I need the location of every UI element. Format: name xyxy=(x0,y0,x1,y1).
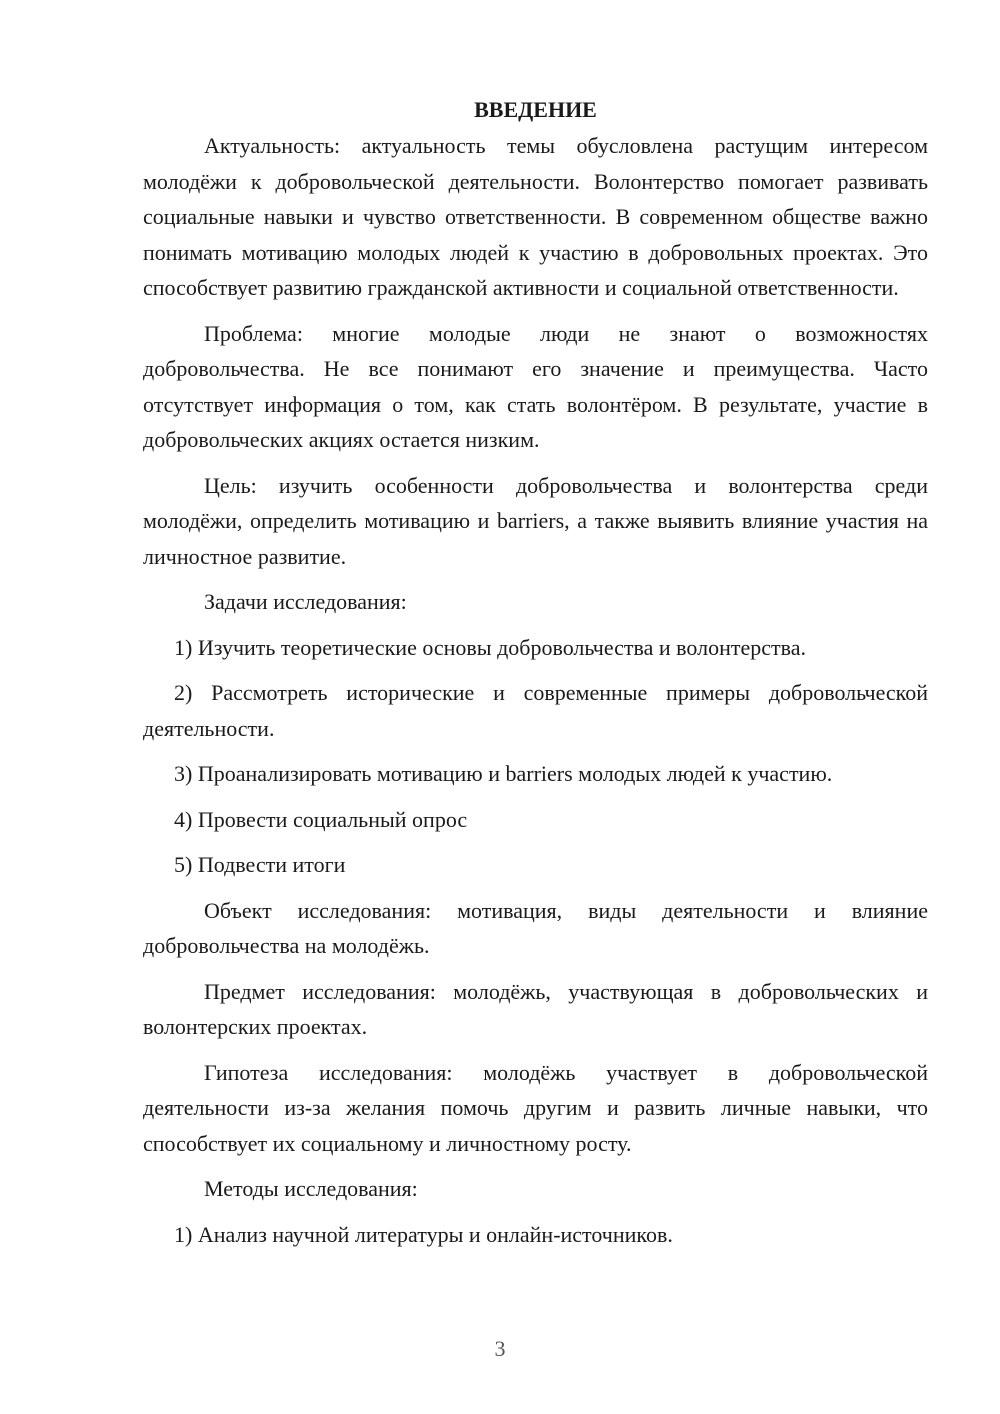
hypothesis-paragraph: Гипотеза исследования: молодёжь участвует в добровольческой деятельности из-за желания помочь другим и развить личные навыки, что способствует их социальному и личностному росту. xyxy=(143,1059,928,1156)
section-title: ВВЕДЕНИЕ xyxy=(474,97,597,122)
task-item: 1) Изучить теоретические основы добровольчества и волонтерства. xyxy=(174,634,806,660)
goal-paragraph: Цель: изучить особенности добровольчества и волонтерства среди молодёжи, определить мотивацию и barriers, а также выявить влияние участия на личностное развитие. xyxy=(143,472,928,569)
object-paragraph: Объект исследования: мотивация, виды деятельности и влияние добровольчества на молодёжь. xyxy=(143,897,928,958)
task-item: 4) Провести социальный опрос xyxy=(174,806,468,832)
task-item: 2) Рассмотреть исторические и современные примеры добровольческой деятельности. xyxy=(143,680,928,741)
problem-paragraph: Проблема: многие молодые люди не знают о возможностях добровольчества. Не все понимают его значение и преимущества. Часто отсутствует информация о том, как стать волонтёром. В результате, участие в добровольческих акциях остается низким. xyxy=(143,320,928,452)
page-number: 3 xyxy=(494,1336,506,1361)
document-page xyxy=(143,94,928,1262)
task-item: 5) Подвести итоги xyxy=(174,852,346,877)
subject-paragraph: Предмет исследования: молодёжь, участвующая в добровольческих и волонтерских проектах. xyxy=(143,978,928,1039)
methods-heading: Методы исследования: xyxy=(204,1176,418,1201)
relevance-paragraph: Актуальность: актуальность темы обусловлена растущим интересом молодёжи к добровольческой деятельности. Волонтерство помогает развивать социальные навыки и чувство ответственности. В современном обществе важно понимать мотивацию молодых людей к участию в добровольных проектах. Это способствует развитию гражданской активности и социальной ответственности. xyxy=(143,133,928,300)
task-item: 3) Проанализировать мотивацию и barriers молодых людей к участию. xyxy=(174,761,833,786)
method-item: 1) Анализ научной литературы и онлайн-источников. xyxy=(174,1221,673,1247)
tasks-heading: Задачи исследования: xyxy=(204,589,407,614)
